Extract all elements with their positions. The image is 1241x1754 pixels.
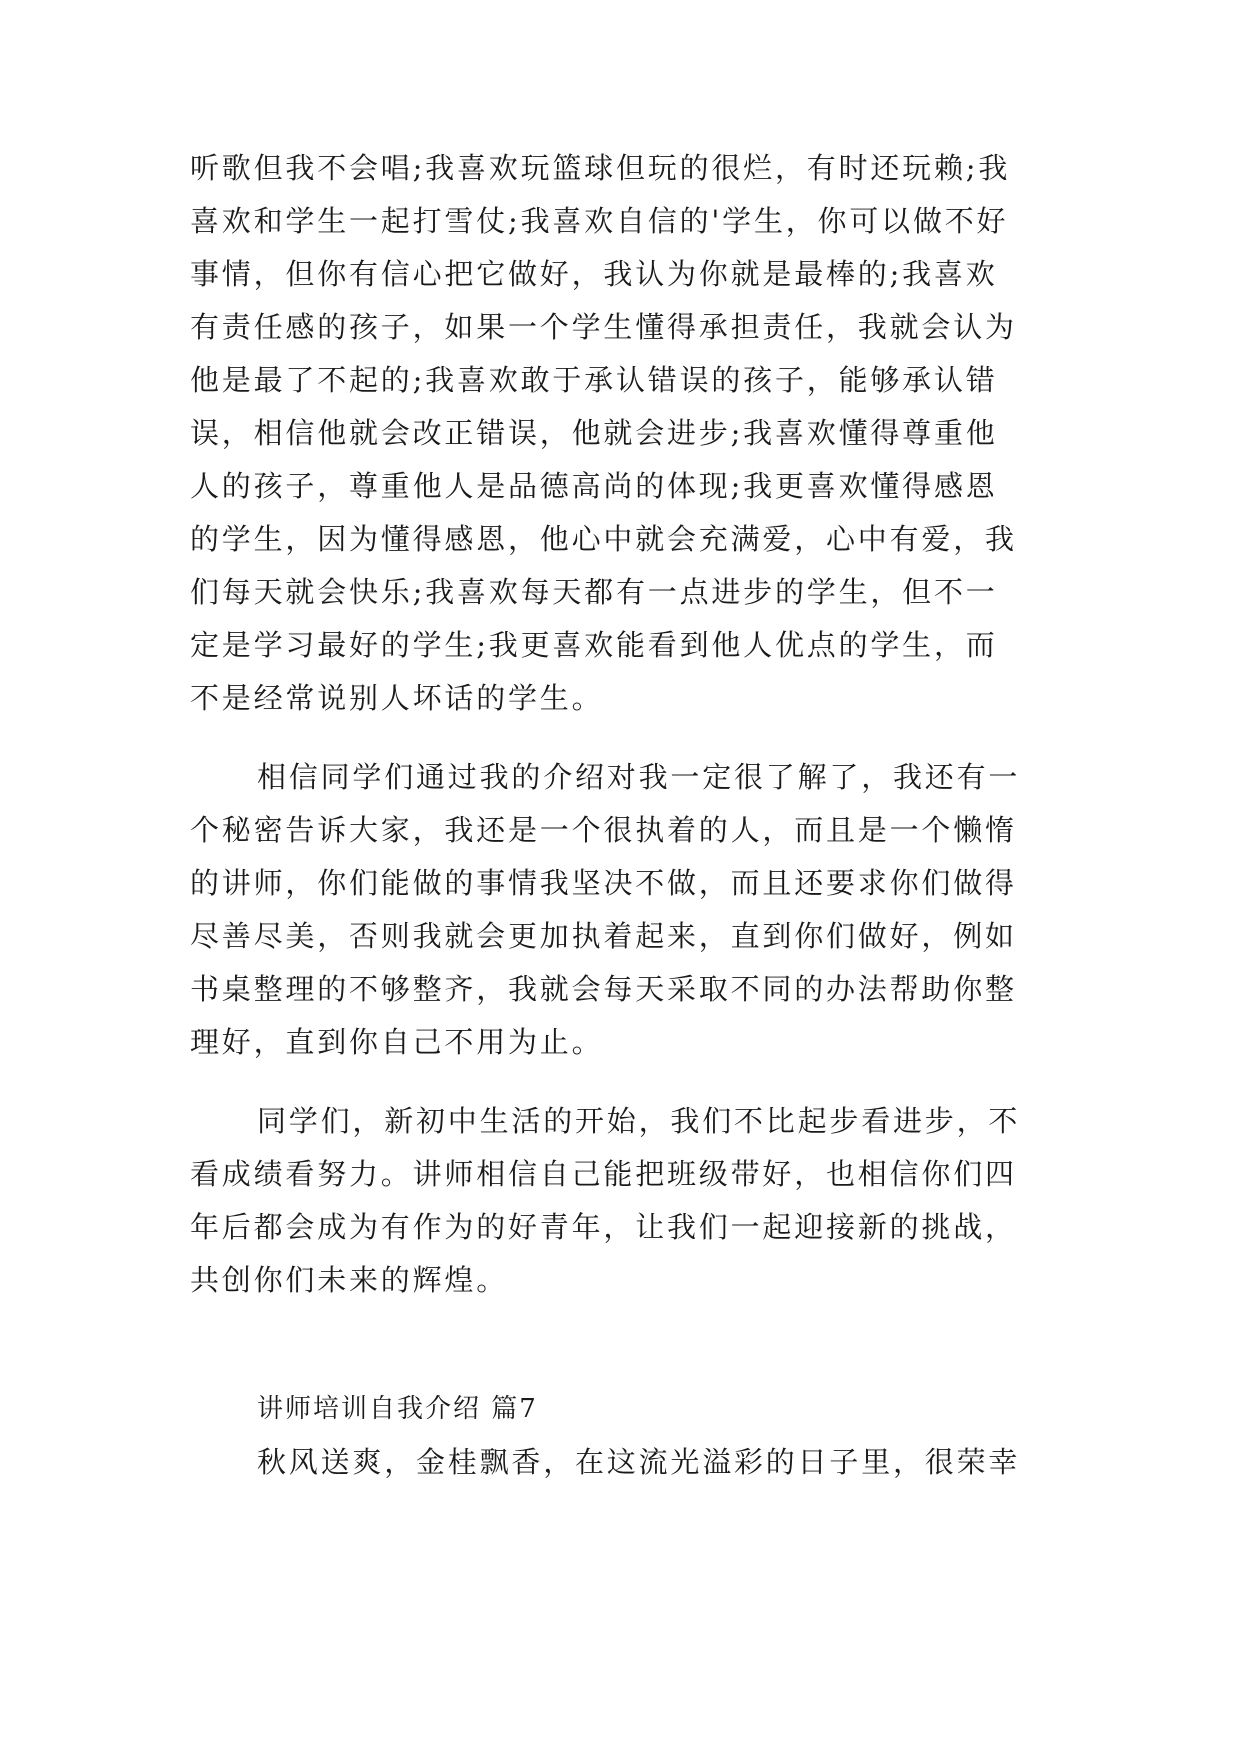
paragraph-3-line: 同学们，新初中生活的开始，我们不比起步看进步，不 bbox=[257, 1104, 1021, 1138]
paragraph-2-line: 的讲师，你们能做的事情我坚决不做，而且还要求你们做得 bbox=[190, 866, 1017, 900]
paragraph-2-line: 个秘密告诉大家，我还是一个很执着的人，而且是一个懒惰 bbox=[190, 813, 1017, 847]
paragraph-1-line: 他是最了不起的;我喜欢敢于承认错误的孩子，能够承认错 bbox=[190, 363, 998, 397]
paragraph-3-line: 共创你们未来的辉煌。 bbox=[190, 1263, 509, 1297]
paragraph-4-line: 秋风送爽，金桂飘香，在这流光溢彩的日子里，很荣幸 bbox=[257, 1445, 1021, 1479]
paragraph-2-line: 相信同学们通过我的介绍对我一定很了解了，我还有一 bbox=[257, 760, 1021, 794]
paragraph-1-line: 人的孩子，尊重他人是品德高尚的体现;我更喜欢懂得感恩 bbox=[190, 469, 998, 503]
paragraph-1-line: 听歌但我不会唱;我喜欢玩篮球但玩的很烂，有时还玩赖;我 bbox=[190, 151, 1011, 185]
paragraph-1-line: 们每天就会快乐;我喜欢每天都有一点进步的学生，但不一 bbox=[190, 575, 998, 609]
paragraph-2-line: 尽善尽美，否则我就会更加执着起来，直到你们做好，例如 bbox=[190, 919, 1017, 953]
paragraph-1-line: 喜欢和学生一起打雪仗;我喜欢自信的'学生，你可以做不好 bbox=[190, 204, 1009, 238]
paragraph-1-line: 事情，但你有信心把它做好，我认为你就是最棒的;我喜欢 bbox=[190, 257, 998, 291]
section-heading: 讲师培训自我介绍 篇7 bbox=[257, 1394, 538, 1424]
paragraph-2-line: 书桌整理的不够整齐，我就会每天采取不同的办法帮助你整 bbox=[190, 972, 1017, 1006]
paragraph-1-line: 定是学习最好的学生;我更喜欢能看到他人优点的学生，而 bbox=[190, 628, 998, 662]
paragraph-3-line: 年后都会成为有作为的好青年，让我们一起迎接新的挑战， bbox=[190, 1210, 1017, 1244]
paragraph-1-line: 不是经常说别人坏话的学生。 bbox=[190, 681, 604, 715]
paragraph-2-line: 理好，直到你自己不用为止。 bbox=[190, 1025, 604, 1059]
paragraph-3-line: 看成绩看努力。讲师相信自己能把班级带好，也相信你们四 bbox=[190, 1157, 1017, 1191]
paragraph-1-line: 的学生，因为懂得感恩，他心中就会充满爱，心中有爱，我 bbox=[190, 522, 1017, 556]
paragraph-1-line: 误，相信他就会改正错误，他就会进步;我喜欢懂得尊重他 bbox=[190, 416, 998, 450]
paragraph-1-line: 有责任感的孩子，如果一个学生懂得承担责任，我就会认为 bbox=[190, 310, 1017, 344]
